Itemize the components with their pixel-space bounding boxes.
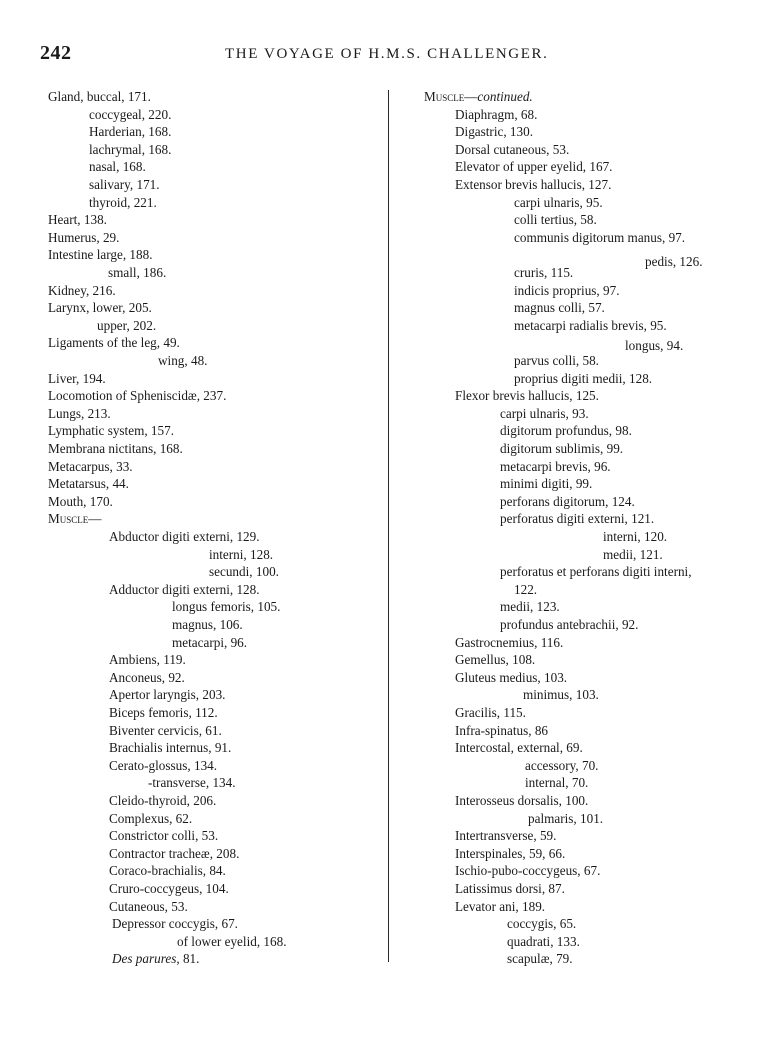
index-entry: Metatarsus, 44.: [48, 476, 129, 492]
column-divider: [388, 90, 389, 962]
index-subentry: Flexor brevis hallucis, 125.: [455, 388, 599, 404]
index-subentry: magnus, 106.: [172, 617, 243, 632]
index-subentry: interni, 120.: [603, 529, 668, 544]
index-subentry: Ischio-pubo-coccygeus, 67.: [455, 863, 601, 879]
index-subentry: Complexus, 62.: [109, 810, 193, 826]
index-subentry: pedis, 126.: [645, 253, 703, 269]
index-entry: Metacarpus, 33.: [48, 458, 133, 474]
index-subentry: indicis proprius, 97.: [514, 282, 620, 298]
index-subentry: Infra-spinatus, 86: [455, 722, 549, 738]
index-subentry: Cleido-thyroid, 206.: [109, 793, 217, 808]
index-subentry: Levator ani, 189.: [455, 898, 546, 914]
index-subentry: Apertor laryngis, 203.: [109, 687, 226, 703]
index-heading-muscle-continued: [424, 88, 533, 105]
index-subentry: perforatus digiti externi, 121.: [500, 511, 655, 527]
index-subentry: coccygeal, 220.: [89, 106, 172, 122]
index-subentry: Gastrocnemius, 116.: [455, 634, 564, 650]
index-heading-muscle: Muscle—: [48, 511, 102, 527]
index-subentry: colli tertius, 58.: [514, 212, 597, 228]
index-subentry: Interspinales, 59, 66.: [455, 845, 566, 861]
index-subentry: proprius digiti medii, 128.: [514, 370, 653, 386]
index-subentry: carpi ulnaris, 93.: [500, 405, 589, 421]
running-title: THE VOYAGE OF H.M.S. CHALLENGER.: [225, 46, 549, 62]
index-subentry: [112, 950, 199, 967]
index-subentry: metacarpi, 96.: [172, 634, 248, 650]
index-subentry: secundi, 100.: [209, 564, 279, 580]
index-subentry: communis digitorum manus, 97.: [514, 229, 686, 245]
index-subentry: Gluteus medius, 103.: [455, 669, 568, 685]
index-subentry: coccygis, 65.: [507, 916, 577, 932]
index-subentry: digitorum profundus, 98.: [500, 423, 632, 439]
index-subentry: internal, 70.: [525, 775, 589, 791]
index-subentry: thyroid, 221.: [89, 194, 157, 210]
index-entry: Locomotion of Spheniscidæ, 237.: [48, 388, 227, 404]
index-subentry: quadrati, 133.: [507, 933, 580, 949]
index-subentry: palmaris, 101.: [528, 810, 604, 826]
index-subentry: Interosseus dorsalis, 100.: [455, 793, 589, 808]
index-subentry: Cutaneous, 53.: [109, 898, 188, 914]
index-subentry: Cerato-glossus, 134.: [109, 757, 218, 773]
index-subentry: metacarpi brevis, 96.: [500, 458, 611, 474]
index-subentry: Constrictor colli, 53.: [109, 828, 219, 844]
index-entry: Ligaments of the leg, 49.: [48, 335, 180, 351]
continued-label: continued.: [477, 89, 533, 104]
index-subentry: Intertransverse, 59.: [455, 828, 557, 844]
index-subentry: Digastric, 130.: [455, 124, 534, 140]
index-subentry: Gracilis, 115.: [455, 705, 526, 720]
index-subentry: 122.: [514, 581, 538, 597]
index-subentry: Harderian, 168.: [89, 124, 172, 140]
index-subentry: Contractor tracheæ, 208.: [109, 845, 240, 861]
index-subentry: Biventer cervicis, 61.: [109, 722, 222, 738]
index-subentry: Extensor brevis hallucis, 127.: [455, 177, 612, 192]
index-subentry: cruris, 115.: [514, 265, 574, 280]
index-subentry: upper, 202.: [97, 317, 157, 333]
index-subentry: Diaphragm, 68.: [455, 106, 538, 122]
index-subentry: accessory, 70.: [525, 757, 599, 773]
page-header: [0, 40, 776, 70]
index-subentry: Gemellus, 108.: [455, 652, 536, 668]
index-subentry: magnus colli, 57.: [514, 300, 605, 316]
index-subentry: of lower eyelid, 168.: [177, 933, 287, 949]
index-subentry: minimus, 103.: [523, 687, 599, 703]
index-subentry: metacarpi radialis brevis, 95.: [514, 317, 667, 333]
index-subentry: profundus antebrachii, 92.: [500, 617, 639, 632]
index-entry: Larynx, lower, 205.: [48, 300, 152, 316]
index-subentry: perforans digitorum, 124.: [500, 493, 635, 509]
index-subentry: Dorsal cutaneous, 53.: [455, 141, 570, 157]
index-subentry: wing, 48.: [158, 353, 208, 368]
index-subentry: scapulæ, 79.: [507, 951, 573, 967]
index-entry: Lungs, 213.: [48, 405, 111, 421]
index-subentry: Cruro-coccygeus, 104.: [109, 881, 229, 896]
page-number: 242: [40, 42, 72, 64]
index-entry: Gland, buccal, 171.: [48, 89, 151, 104]
index-subentry: Adductor digiti externi, 128.: [109, 581, 260, 597]
index-subentry: Intercostal, external, 69.: [455, 740, 583, 756]
index-subentry: Elevator of upper eyelid, 167.: [455, 159, 613, 175]
index-entry: Membrana nictitans, 168.: [48, 441, 183, 456]
index-subentry: Brachialis internus, 91.: [109, 740, 232, 756]
index-subentry: Biceps femoris, 112.: [109, 705, 218, 720]
index-entry: Intestine large, 188.: [48, 247, 153, 263]
index-subentry: salivary, 171.: [89, 177, 160, 192]
index-subentry: Anconeus, 92.: [109, 669, 185, 685]
index-subentry: longus, 94.: [625, 337, 684, 353]
index-subentry: -transverse, 134.: [148, 775, 236, 791]
index-subentry: small, 186.: [108, 265, 167, 280]
index-subentry: lachrymal, 168.: [89, 141, 172, 157]
index-subentry: perforatus et perforans digiti interni,: [500, 564, 692, 580]
index-subentry: Coraco-brachialis, 84.: [109, 863, 226, 879]
index-subentry: digitorum sublimis, 99.: [500, 441, 624, 456]
index-subentry: carpi ulnaris, 95.: [514, 194, 603, 210]
index-entry: Humerus, 29.: [48, 229, 120, 245]
index-subentry: interni, 128.: [209, 546, 274, 562]
index-subentry: Ambiens, 119.: [109, 652, 186, 668]
index-subentry: medii, 123.: [500, 599, 560, 615]
index-entry: Liver, 194.: [48, 370, 106, 386]
heading-text: Muscle—: [424, 89, 478, 104]
index-subentry: Abductor digiti externi, 129.: [109, 529, 260, 544]
index-entry: Heart, 138.: [48, 212, 107, 228]
italic-term: Des parures: [112, 951, 177, 967]
index-subentry: longus femoris, 105.: [172, 599, 281, 615]
index-subentry: nasal, 168.: [89, 159, 146, 175]
index-subentry: minimi digiti, 99.: [500, 476, 593, 492]
index-subentry: parvus colli, 58.: [514, 353, 599, 368]
index-entry: Mouth, 170.: [48, 493, 113, 509]
index-subentry: Depressor coccygis, 67.: [112, 916, 238, 932]
index-entry: Lymphatic system, 157.: [48, 423, 175, 439]
index-subentry: medii, 121.: [603, 546, 663, 562]
page-reference: , 81.: [176, 951, 200, 967]
index-entry: Kidney, 216.: [48, 282, 116, 298]
index-subentry: Latissimus dorsi, 87.: [455, 881, 565, 896]
